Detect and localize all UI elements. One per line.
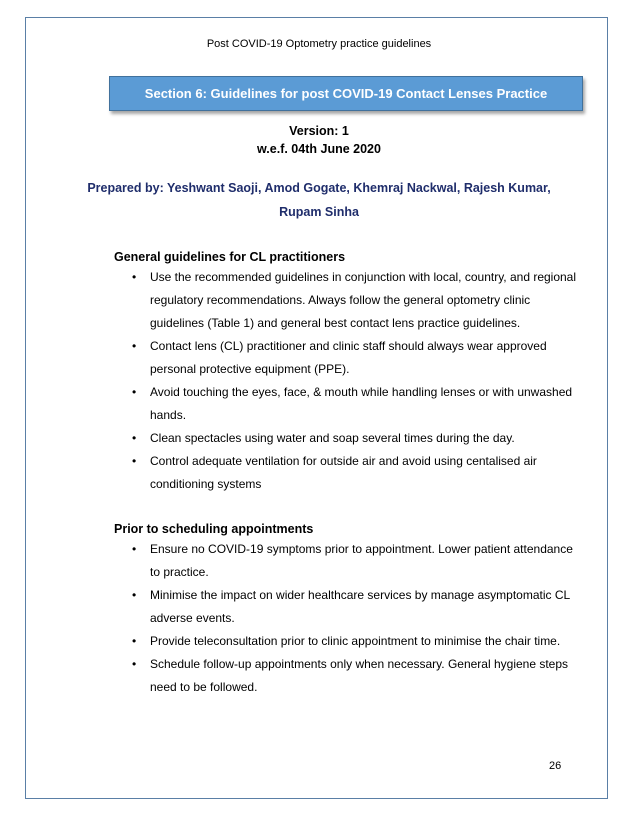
list-item-text: Avoid touching the eyes, face, & mouth while handling lenses or with unwashed hands.	[150, 385, 573, 422]
list-item	[114, 630, 584, 653]
list-item	[114, 266, 584, 335]
bullet-icon: •	[132, 431, 137, 445]
list-item-text: Contact lens (CL) practitioner and clinic staff should always wear approved personal protective equipment (PPE).	[150, 339, 547, 376]
list-item	[114, 381, 584, 427]
list-item	[114, 335, 584, 381]
bullet-icon: •	[132, 634, 137, 648]
list-item	[114, 653, 584, 699]
section-prior-scheduling	[114, 522, 584, 699]
bullet-list	[114, 538, 584, 699]
section-title: Section 6: Guidelines for post COVID-19 Contact Lenses Practice	[144, 86, 548, 101]
section-general-guidelines	[114, 250, 584, 496]
list-item	[114, 584, 584, 630]
list-item-text: Use the recommended guidelines in conjunction with local, country, and regional regulatory recommendations. Always follow the general optometry clinic guidelines (Table 1) and general best contact lens practice guidelines.	[150, 270, 577, 330]
section-banner	[109, 76, 583, 111]
list-item-text: Clean spectacles using water and soap several times during the day.	[150, 431, 515, 445]
list-item	[114, 427, 584, 450]
list-item-text: Ensure no COVID-19 symptoms prior to appointment. Lower patient attendance to practice.	[150, 542, 573, 579]
bullet-list	[114, 266, 584, 496]
bullet-icon: •	[132, 385, 137, 399]
prepared-by-line-1: Prepared by: Yeshwant Saoji, Amod Gogate, Khemraj Nackwal, Rajesh Kumar,	[87, 181, 551, 195]
page-number: 26	[549, 760, 562, 772]
list-item	[114, 450, 584, 496]
version-label: Version: 1	[289, 124, 349, 138]
list-item	[114, 538, 584, 584]
bullet-icon: •	[132, 542, 137, 556]
bullet-icon: •	[132, 657, 137, 671]
bullet-icon: •	[132, 454, 137, 468]
effective-date: w.e.f. 04th June 2020	[257, 142, 381, 156]
bullet-icon: •	[132, 339, 137, 353]
prepared-by-line-2: Rupam Sinha	[279, 205, 359, 219]
section-heading: Prior to scheduling appointments	[114, 522, 314, 536]
section-heading: General guidelines for CL practitioners	[114, 250, 346, 264]
list-item-text: Provide teleconsultation prior to clinic appointment to minimise the chair time.	[150, 634, 561, 648]
list-item-text: Minimise the impact on wider healthcare services by manage asymptomatic CL adverse events.	[150, 588, 570, 625]
running-header: Post COVID-19 Optometry practice guidelines	[206, 38, 432, 50]
list-item-text: Schedule follow-up appointments only when necessary. General hygiene steps need to be followed.	[150, 657, 569, 694]
list-item-text: Control adequate ventilation for outside air and avoid using centalised air conditioning systems	[150, 454, 537, 491]
bullet-icon: •	[132, 588, 137, 602]
bullet-icon: •	[132, 270, 137, 284]
